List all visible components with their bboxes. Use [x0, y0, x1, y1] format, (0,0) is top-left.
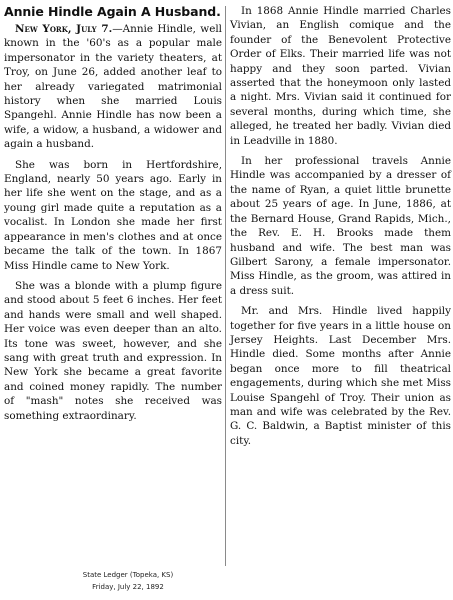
right-column: [230, 4, 451, 600]
paragraph-5: In her professional travels Annie Hindle was accompanied by a dresser of the name of Ryan, a quiet little brunette about 25 years of age. In June, 1886, at the Bernard House, Grand Rapids, Mich., the Rev. E. H. Brooks made them husband and wife. The best man was Gilbert Sarony, a female impersonator. Miss Hindle, as the groom, was attired in a dress suit.: [230, 155, 451, 297]
source-date: Friday, July 22, 1892: [92, 583, 164, 591]
paragraph-1-text: —Annie Hindle, well known in the '60's as a popular male impersonator in the variety theaters, at Troy, on June 26, added another leaf to her already variegated matrimonial history when she married Louis Spangehl. Annie Hindle has now been a wife, a widow, a husband, a widower and again a husband.: [4, 23, 222, 151]
dateline: New York, July 7.: [15, 23, 113, 35]
left-column: [4, 4, 222, 569]
paragraph-3: She was a blonde with a plump figure and stood about 5 feet 6 inches. Her feet and hands were small and well shaped. Her voice was even deeper than an alto. Its tone was sweet, however, and she sang with great truth and expression. In New York she became a great favorite and coined money rapidly. The number of "mash" notes she received was something extraordinary.: [4, 279, 222, 422]
paragraph-6: Mr. and Mrs. Hindle lived happily together for five years in a little house on Jersey Heights. Last December Mrs. Hindle died. Some months after Annie began once more to fill theatrical engagements, during which she met Miss Louise Spangehl of Troy. Their union as man and wife was celebrated by the Rev. G. C. Baldwin, a Baptist minister of this city.: [230, 305, 451, 447]
source-publication: State Ledger (Topeka, KS): [82, 571, 174, 579]
paragraph-1: [4, 22, 222, 152]
headline: Annie Hindle Again A Husband.: [4, 4, 221, 19]
paragraph-4: In 1868 Annie Hindle married Charles Vivian, an English comique and the founder of the Benevolent Protective Order of Elks. Their married life was not happy and they soon parted. Vivian asserted that the honeymoon only lasted a night. Mrs. Vivian said it continued for several months, during which time, she alleged, he treated her badly. Vivian died in Leadville in 1880.: [230, 5, 451, 147]
paragraph-2: She was born in Hertfordshire, England, nearly 50 years ago. Early in her life she went on the stage, and as a young girl made quite a reputation as a vocalist. In London she made her first appearance in men's clothes and at once became the talk of the town. In 1867 Miss Hindle came to New York.: [4, 158, 222, 272]
column-divider: [225, 6, 226, 566]
